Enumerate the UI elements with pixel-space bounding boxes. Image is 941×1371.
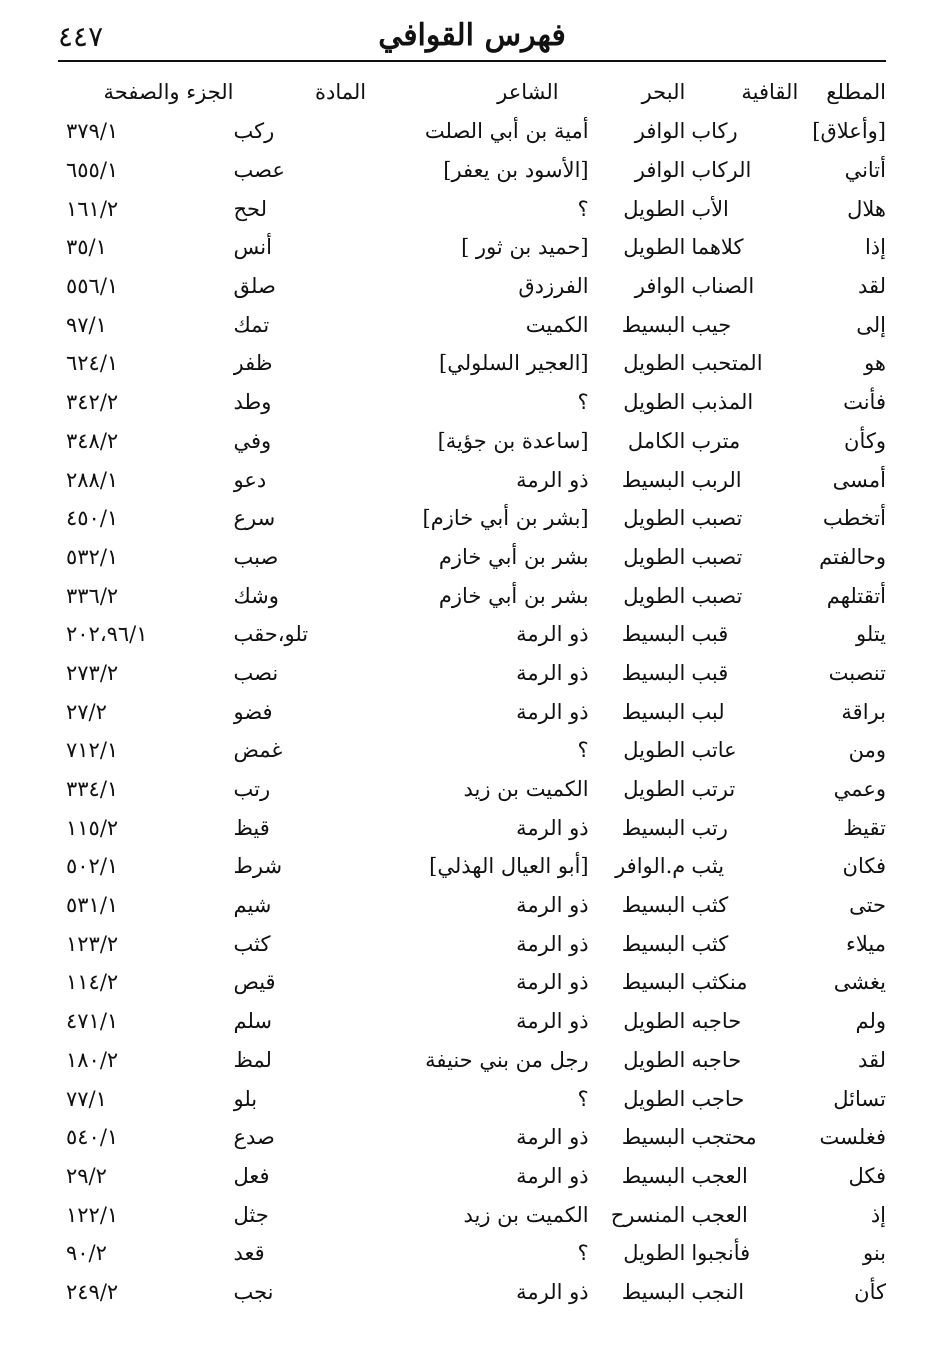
qafiya-cell: محتجب [691, 1125, 757, 1150]
ref-cell: ٥٥٦/١ [66, 274, 119, 299]
matla-cell: بنو [862, 1241, 886, 1266]
qafiya-cell: ركاب [691, 119, 738, 144]
bahr-cell: الطويل [623, 235, 686, 260]
bahr-cell: م.الوافر [615, 854, 686, 879]
madda-cell: وشك [233, 583, 279, 608]
bahr-cell: البسيط [621, 1279, 686, 1304]
matla-cell: تسائل [833, 1086, 886, 1111]
matla-cell: فأنت [843, 390, 886, 415]
ref-cell: ٦٥٥/١ [66, 158, 119, 183]
table-row [58, 538, 886, 577]
table-row [58, 1234, 886, 1273]
matla-cell: كأن [854, 1279, 886, 1304]
table-row [58, 1041, 886, 1080]
header-row [58, 72, 886, 112]
matla-cell: وكأن [844, 428, 886, 453]
table-row [58, 654, 886, 693]
shaer-cell: ذو الرمة [516, 815, 589, 840]
bahr-cell: البسيط [621, 815, 686, 840]
table-row [58, 808, 886, 847]
madda-cell: أنس [233, 235, 272, 260]
shaer-cell: بشر بن أبي خازم [438, 583, 589, 608]
matla-cell: وعمي [833, 777, 886, 802]
matla-cell: فكان [842, 854, 886, 879]
shaer-cell: الفرزدق [518, 274, 589, 299]
shaer-cell: ذو الرمة [516, 467, 589, 492]
qafiya-cell: تصبب [691, 544, 743, 569]
madda-cell: شيم [233, 893, 272, 918]
ref-cell: ٧١٢/١ [66, 738, 119, 763]
ref-cell: ٣٣٦/٢ [66, 583, 119, 608]
matla-cell: ومن [848, 738, 886, 763]
shaer-cell: [ساعدة بن جؤية] [437, 428, 589, 453]
shaer-cell: ذو الرمة [516, 931, 589, 956]
madda-cell: صدع [233, 1125, 275, 1150]
matla-cell: هلال [847, 196, 886, 221]
ref-cell: ١٢٣/٢ [66, 931, 119, 956]
matla-cell: لقد [857, 1047, 886, 1072]
column-header-madda: المادة [314, 80, 367, 104]
madda-cell: فعل [233, 1163, 270, 1188]
table-row [58, 886, 886, 925]
qafiya-cell: العجب [691, 1163, 748, 1188]
shaer-cell: ذو الرمة [516, 1009, 589, 1034]
bahr-cell: البسيط [621, 1125, 686, 1150]
table-row [58, 576, 886, 615]
qafiya-cell: الركاب [691, 158, 752, 183]
shaer-cell: ذو الرمة [516, 1279, 589, 1304]
ref-cell: ٢٩/٢ [66, 1163, 107, 1188]
ref-cell: ٢٨٨/١ [66, 467, 119, 492]
shaer-cell: رجل من بني حنيفة [425, 1047, 589, 1072]
ref-cell: ١٦١/٢ [66, 196, 119, 221]
qafiya-cell: تصبب [691, 583, 743, 608]
shaer-cell: ؟ [577, 196, 589, 221]
matla-cell: براقة [841, 699, 886, 724]
table-row [58, 1079, 886, 1118]
ref-cell: ٥٤٠/١ [66, 1125, 119, 1150]
rhymes-index-table [58, 72, 886, 1311]
matla-cell: هو [864, 351, 886, 376]
ref-cell: ١١٤/٢ [66, 970, 119, 995]
qafiya-cell: المتحبب [691, 351, 763, 376]
bahr-cell: المنسرح [610, 1202, 686, 1227]
bahr-cell: الوافر [634, 274, 686, 299]
matla-cell: ميلاء [846, 931, 886, 956]
column-header-qafiya: القافية [741, 80, 799, 104]
bahr-cell: البسيط [621, 893, 686, 918]
ref-cell: ٤٥٠/١ [66, 506, 119, 531]
matla-cell: ولم [855, 1009, 886, 1034]
shaer-cell: ذو الرمة [516, 970, 589, 995]
madda-cell: وفي [233, 428, 272, 453]
header-rule [58, 60, 886, 62]
matla-cell: إذا [864, 235, 886, 260]
shaer-cell: بشر بن أبي خازم [438, 544, 589, 569]
matla-cell: أمسى [832, 467, 886, 492]
table-row [58, 1157, 886, 1196]
madda-cell: بلو [233, 1086, 258, 1111]
shaer-cell: [بشر بن أبي خازم] [422, 506, 589, 531]
bahr-cell: الوافر [634, 158, 686, 183]
bahr-cell: الكامل [627, 428, 686, 453]
shaer-cell: [حميد بن ثور ] [461, 235, 589, 260]
qafiya-cell: جيب [691, 312, 732, 337]
bahr-cell: البسيط [621, 699, 686, 724]
ref-cell: ٢٧٣/٢ [66, 660, 119, 685]
bahr-cell: الطويل [623, 196, 686, 221]
qafiya-cell: مترب [691, 428, 741, 453]
bahr-cell: البسيط [621, 1163, 686, 1188]
matla-cell: يغشى [833, 970, 886, 995]
shaer-cell: [الأسود بن يعفر] [443, 158, 589, 183]
bahr-cell: الطويل [623, 583, 686, 608]
madda-cell: لحح [233, 196, 267, 221]
qafiya-cell: كلاهما [691, 235, 744, 260]
table-row [58, 692, 886, 731]
ref-cell: ٣٧٩/١ [66, 119, 119, 144]
madda-cell: صلق [233, 274, 276, 299]
matla-cell: تنصبت [828, 660, 886, 685]
table-row [58, 305, 886, 344]
qafiya-cell: لبب [691, 699, 725, 724]
matla-cell: يتلو [856, 622, 886, 647]
madda-cell: رتب [233, 777, 271, 802]
column-header-matla: المطلع [826, 80, 886, 104]
bahr-cell: الطويل [623, 777, 686, 802]
qafiya-cell: العجب [691, 1202, 748, 1227]
column-header-shaer: الشاعر [497, 80, 559, 104]
bahr-cell: الطويل [623, 738, 686, 763]
page-number: ٤٤٧ [58, 20, 104, 53]
bahr-cell: البسيط [621, 312, 686, 337]
qafiya-cell: كثب [691, 931, 729, 956]
qafiya-cell: المذبب [691, 390, 754, 415]
qafiya-cell: رتب [691, 815, 728, 840]
madda-cell: كثب [233, 931, 271, 956]
matla-cell: إذ [870, 1202, 886, 1227]
madda-cell: دعو [233, 467, 267, 492]
table-row [58, 847, 886, 886]
ref-cell: ٥٣١/١ [66, 893, 119, 918]
page-header [58, 18, 886, 58]
qafiya-cell: تصبب [691, 506, 743, 531]
shaer-cell: ؟ [577, 1086, 589, 1111]
ref-cell: ٧٧/١ [66, 1086, 107, 1111]
table-row [58, 422, 886, 461]
qafiya-cell: منكثب [691, 970, 748, 995]
bahr-cell: الطويل [623, 1241, 686, 1266]
shaer-cell: أمية بن أبي الصلت [424, 119, 589, 144]
madda-cell: جثل [233, 1202, 269, 1227]
shaer-cell: الكميت بن زيد [463, 1202, 589, 1227]
ref-cell: ٢٤٩/٢ [66, 1279, 119, 1304]
qafiya-cell: فأنجبوا [691, 1241, 751, 1266]
madda-cell: قعد [233, 1241, 265, 1266]
madda-cell: تلو،حقب [233, 622, 309, 647]
qafiya-cell: النجب [691, 1279, 745, 1304]
ref-cell: ٢٧/٢ [66, 699, 107, 724]
ref-cell: ١٢٢/١ [66, 1202, 119, 1227]
ref-cell: ١١٥/٢ [66, 815, 119, 840]
ref-cell: ١٨٠/٢ [66, 1047, 119, 1072]
table-row [58, 267, 886, 306]
ref-cell: ٣٤٢/٢ [66, 390, 119, 415]
shaer-cell: ؟ [577, 390, 589, 415]
table-row [58, 383, 886, 422]
matla-cell: حتى [849, 893, 886, 918]
bahr-cell: الطويل [623, 1086, 686, 1111]
madda-cell: لمظ [233, 1047, 272, 1072]
qafiya-cell: يثب [691, 854, 725, 879]
madda-cell: عصب [233, 158, 285, 183]
matla-cell: وحالفتم [819, 544, 886, 569]
madda-cell: ظفر [233, 351, 273, 376]
bahr-cell: الطويل [623, 506, 686, 531]
matla-cell: أتخطب [822, 506, 886, 531]
qafiya-cell: الربب [691, 467, 742, 492]
ref-cell: ٣٣٤/١ [66, 777, 119, 802]
qafiya-cell: كثب [691, 893, 729, 918]
shaer-cell: ذو الرمة [516, 622, 589, 647]
ref-cell: ٩٧/١ [66, 312, 107, 337]
bahr-cell: البسيط [621, 931, 686, 956]
bahr-cell: البسيط [621, 622, 686, 647]
qafiya-cell: حاجبه [691, 1009, 742, 1034]
madda-cell: نجب [233, 1279, 274, 1304]
madda-cell: ركب [233, 119, 275, 144]
qafiya-cell: حاجبه [691, 1047, 742, 1072]
qafiya-cell: الصناب [691, 274, 755, 299]
madda-cell: تمك [233, 312, 270, 337]
table-row [58, 460, 886, 499]
bahr-cell: الطويل [623, 390, 686, 415]
bahr-cell: الوافر [634, 119, 686, 144]
matla-cell: إلى [856, 312, 886, 337]
table-row [58, 924, 886, 963]
madda-cell: غمض [233, 738, 283, 763]
shaer-cell: ذو الرمة [516, 1163, 589, 1188]
shaer-cell: [العجير السلولي] [439, 351, 589, 376]
table-row [58, 189, 886, 228]
shaer-cell: ذو الرمة [516, 660, 589, 685]
ref-cell: ٣٥/١ [66, 235, 107, 260]
shaer-cell: الكميت [525, 312, 589, 337]
shaer-cell: [أبو العيال الهذلي] [429, 854, 589, 879]
bahr-cell: الطويل [623, 1047, 686, 1072]
bahr-cell: الطويل [623, 544, 686, 569]
table-row [58, 151, 886, 190]
bahr-cell: الطويل [623, 1009, 686, 1034]
table-row [58, 1273, 886, 1312]
matla-cell: فكل [848, 1163, 886, 1188]
table-row [58, 731, 886, 770]
madda-cell: وطد [233, 390, 272, 415]
matla-cell: فغلست [819, 1125, 886, 1150]
table-row [58, 228, 886, 267]
matla-cell: [وأعلاق] [812, 119, 886, 144]
column-header-bahr: البحر [641, 80, 686, 104]
table-row [58, 344, 886, 383]
shaer-cell: الكميت بن زيد [463, 777, 589, 802]
table-row [58, 1118, 886, 1157]
qafiya-cell: قبب [691, 660, 729, 685]
bahr-cell: البسيط [621, 970, 686, 995]
qafiya-cell: قبب [691, 622, 729, 647]
madda-cell: نصب [233, 660, 279, 685]
table-row [58, 1195, 886, 1234]
madda-cell: قيظ [233, 815, 270, 840]
shaer-cell: ذو الرمة [516, 1125, 589, 1150]
shaer-cell: ذو الرمة [516, 699, 589, 724]
madda-cell: قيص [233, 970, 276, 995]
table-row [58, 615, 886, 654]
qafiya-cell: الأب [691, 196, 729, 221]
qafiya-cell: حاجب [691, 1086, 745, 1111]
shaer-cell: ؟ [577, 1241, 589, 1266]
table-row [58, 112, 886, 151]
ref-cell: ٥٠٢/١ [66, 854, 119, 879]
madda-cell: سرع [233, 506, 276, 531]
madda-cell: سلم [233, 1009, 273, 1034]
shaer-cell: ذو الرمة [516, 893, 589, 918]
matla-cell: أتقتلهم [826, 583, 886, 608]
bahr-cell: الطويل [623, 351, 686, 376]
shaer-cell: ؟ [577, 738, 589, 763]
ref-cell: ٤٧١/١ [66, 1009, 119, 1034]
table-row [58, 499, 886, 538]
qafiya-cell: ترتب [691, 777, 736, 802]
matla-cell: أتاني [844, 158, 886, 183]
qafiya-cell: عاتب [691, 738, 737, 763]
ref-cell: ٩٠/٢ [66, 1241, 107, 1266]
madda-cell: فضو [233, 699, 273, 724]
madda-cell: شرط [233, 854, 283, 879]
matla-cell: لقد [857, 274, 886, 299]
madda-cell: صبب [233, 544, 279, 569]
ref-cell: ٦٢٤/١ [66, 351, 119, 376]
table-body [58, 112, 886, 1311]
table-row [58, 1002, 886, 1041]
matla-cell: تقيظ [843, 815, 886, 840]
bahr-cell: البسيط [621, 467, 686, 492]
bahr-cell: البسيط [621, 660, 686, 685]
ref-cell: ٥٣٢/١ [66, 544, 119, 569]
page-title: فهرس القوافي [378, 18, 566, 53]
column-header-ref: الجزء والصفحة [103, 80, 234, 104]
table-row [58, 963, 886, 1002]
ref-cell: ٢٠٢،٩٦/١ [66, 622, 148, 647]
ref-cell: ٣٤٨/٢ [66, 428, 119, 453]
table-row [58, 770, 886, 809]
